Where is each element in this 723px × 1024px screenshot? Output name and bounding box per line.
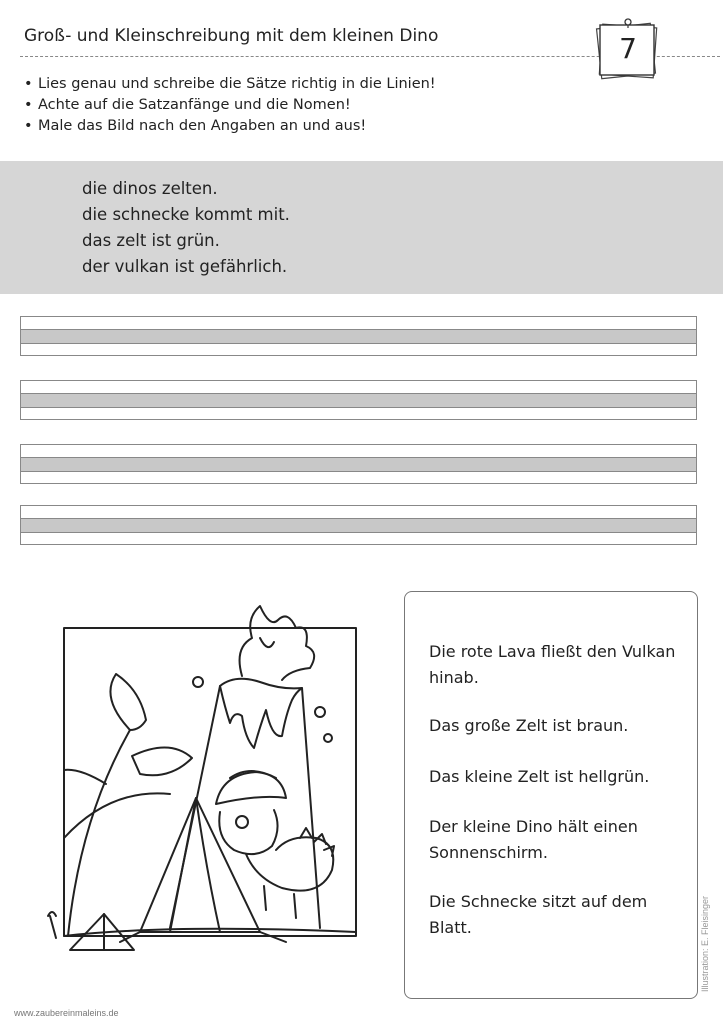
coloring-instruction: Die Schnecke sitzt auf dem Blatt. xyxy=(429,892,648,937)
sentence-item: die schnecke kommt mit. xyxy=(82,205,290,224)
page-number: 7 xyxy=(619,32,637,65)
coloring-instructions-box xyxy=(404,591,698,999)
writing-line-band xyxy=(21,393,696,408)
instruction-item: • Male das Bild nach den Angaben an und aus! xyxy=(24,116,436,137)
sentence-item: der vulkan ist gefährlich. xyxy=(82,257,288,276)
instruction-list xyxy=(24,74,436,137)
instruction-item: • Lies genau und schreibe die Sätze richtig in die Linien! xyxy=(24,74,436,95)
instruction-item: • Achte auf die Satzanfänge und die Nomen! xyxy=(24,95,436,116)
writing-line-band xyxy=(21,457,696,472)
page-title: Groß- und Kleinschreibung mit dem kleinen Dino xyxy=(24,26,439,46)
coloring-instruction: Die rote Lava fließt den Vulkan hinab. xyxy=(429,642,676,687)
writing-line-band xyxy=(21,329,696,344)
coloring-instruction: Das große Zelt ist braun. xyxy=(429,716,629,735)
writing-line-band xyxy=(21,518,696,533)
dino-coloring-picture[interactable] xyxy=(20,598,365,955)
coloring-instruction: Der kleine Dino hält einen Sonnenschirm. xyxy=(429,817,638,862)
writing-line[interactable] xyxy=(20,444,697,484)
dino-camping-illustration xyxy=(20,598,365,955)
sentence-item: die dinos zelten. xyxy=(82,179,218,198)
sentence-item: das zelt ist grün. xyxy=(82,231,220,250)
writing-line[interactable] xyxy=(20,316,697,356)
sentence-list xyxy=(82,176,290,280)
writing-line[interactable] xyxy=(20,505,697,545)
coloring-instruction: Das kleine Zelt ist hellgrün. xyxy=(429,767,650,786)
page-number-badge xyxy=(593,14,663,82)
illustration-credit: Illustration: E. Fleisinger xyxy=(700,895,710,992)
writing-line[interactable] xyxy=(20,380,697,420)
footer-url: www.zaubereinmaleins.de xyxy=(14,1008,119,1018)
